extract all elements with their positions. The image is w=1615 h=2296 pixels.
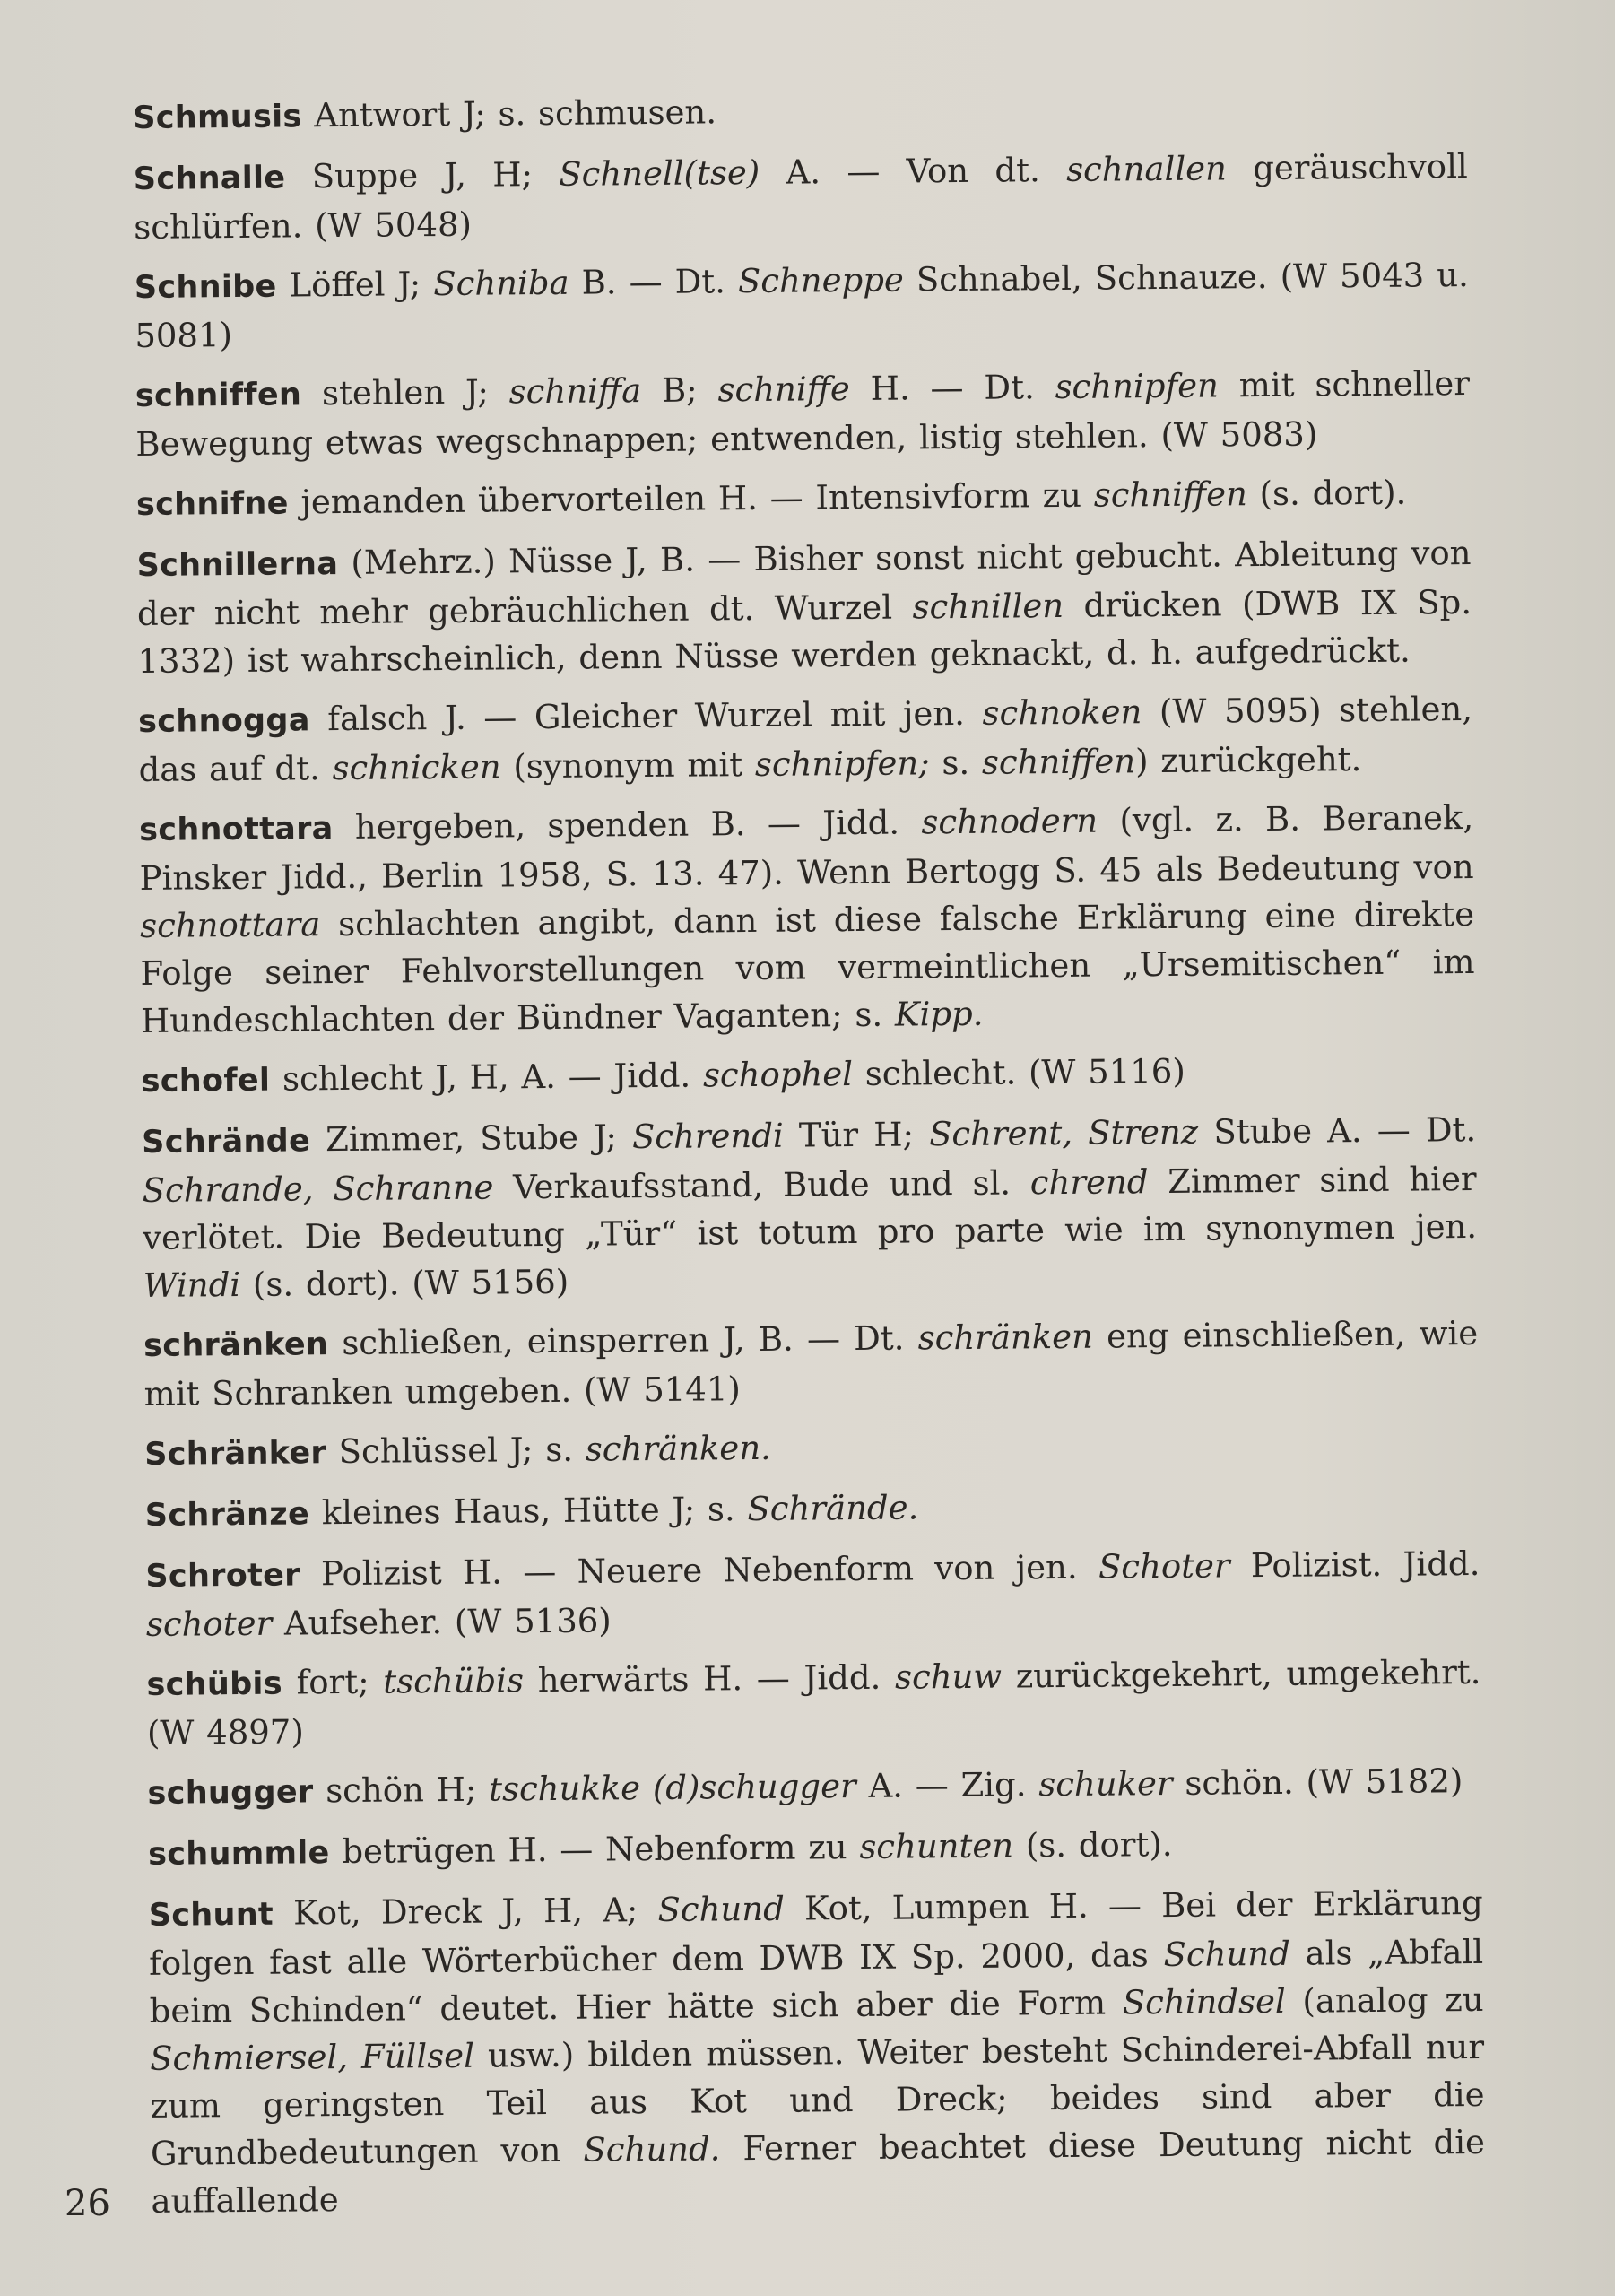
entry-text: betrügen H. — Nebenform zu	[342, 1828, 860, 1872]
entry-text: (Mehrz.) Nüsse J, B. — Bisher sonst nicht gebucht. Ableitung von der nicht mehr gebräuchlichen dt. Wurzel	[136, 533, 1472, 633]
italic-term: schoter	[145, 1604, 273, 1644]
dictionary-entry	[135, 251, 1470, 360]
entry-text: s.	[929, 743, 983, 783]
italic-term: schnipfen;	[754, 744, 930, 784]
italic-term: schränken.	[585, 1428, 772, 1469]
dictionary-entry	[138, 685, 1473, 794]
dictionary-entry	[133, 82, 1467, 143]
italic-term: schniffe	[717, 370, 851, 410]
entry-text: (synonym mit	[500, 744, 756, 787]
entry-text: kleines Haus, Hütte J; s.	[321, 1490, 748, 1533]
italic-term: schnodern	[921, 801, 1098, 842]
entry-text: H. — Dt.	[849, 368, 1055, 409]
dictionary-entry	[136, 468, 1471, 529]
entry-text: schön. (W 5182)	[1172, 1761, 1463, 1803]
entry-text: A. — Von dt.	[760, 150, 1067, 192]
italic-term: Schrände.	[747, 1488, 919, 1529]
entry-text: schön H;	[326, 1770, 490, 1811]
entry-headword: schnifne	[135, 485, 289, 523]
entry-headword: schofel	[141, 1062, 271, 1100]
entry-text: Kot, Lumpen H. — Bei der Erklärung folgen fast alle Wörterbücher dem DWB IX Sp. 2000, das	[149, 1883, 1483, 1983]
entry-text: Antwort J; s. schmusen.	[314, 92, 717, 135]
entry-headword: Schmusis	[133, 99, 302, 136]
entry-text: usw.) bilden müssen. Weiter besteht Schinderei-Abfall nur zum geringsten Teil aus Kot und Dreck; beides sind aber die Grundbedeutungen von	[150, 2027, 1485, 2173]
entry-text: Ferner beachtet diese Deutung nicht die auffallende	[151, 2122, 1486, 2221]
dictionary-entry	[145, 1540, 1480, 1648]
dictionary-entry	[147, 1757, 1481, 1818]
dictionary-entry	[139, 794, 1475, 1045]
entry-text: (W 5095) stehlen, das auf dt.	[138, 689, 1473, 789]
entry-headword: Schrände	[142, 1123, 311, 1161]
dictionary-entry	[144, 1418, 1479, 1479]
italic-term: chrend	[1029, 1162, 1149, 1203]
italic-term: Schneppe	[737, 260, 905, 301]
italic-term: Schoter	[1098, 1546, 1230, 1587]
entry-text: hergeben, spenden B. — Jidd.	[354, 803, 922, 847]
entry-text: B;	[640, 370, 718, 411]
dictionary-entry	[148, 1818, 1482, 1879]
italic-term: schnillen	[912, 586, 1064, 627]
entry-text: Löffel J;	[289, 265, 434, 305]
italic-term: schunten	[859, 1826, 1014, 1867]
dictionary-entry	[142, 1106, 1478, 1309]
entry-text: schlecht. (W 5116)	[852, 1051, 1185, 1094]
entry-text: schlecht J, H, A. — Jidd.	[282, 1056, 704, 1099]
dictionary-entry	[141, 1045, 1475, 1106]
entry-text: (analog zu	[1285, 1979, 1484, 2021]
italic-term: Schrendi	[631, 1116, 784, 1157]
entry-headword: schummle	[147, 1835, 330, 1873]
entry-text: mit schneller Bewegung etwas wegschnappen; entwenden, listig stehlen. (W 5083)	[135, 364, 1471, 464]
italic-term: Kipp.	[894, 994, 984, 1034]
italic-term: schränken	[917, 1317, 1094, 1358]
entry-text: Stube A. — Dt.	[1198, 1109, 1477, 1152]
entry-headword: schniffen	[135, 377, 302, 414]
dictionary-entry	[145, 1479, 1480, 1540]
entry-headword: Schroter	[145, 1557, 300, 1595]
dictionary-entry	[135, 360, 1471, 468]
italic-term: schophel	[702, 1055, 854, 1095]
italic-term: schniffa	[508, 371, 642, 412]
entry-text: Schlüssel J; s.	[338, 1430, 586, 1472]
dictionary-entry	[136, 529, 1472, 685]
entry-text: jemanden übervorteilen H. — Intensivform zu	[300, 475, 1094, 522]
entry-text: herwärts H. — Jidd.	[523, 1657, 896, 1700]
entry-headword: Schnibe	[134, 268, 277, 306]
italic-term: tschukke (d)schugger	[488, 1767, 856, 1809]
italic-term: Schmiersel, Füllsel	[149, 2036, 475, 2078]
entry-text: schlachten angibt, dann ist diese falsche Erklärung eine direkte Folge seiner Fehlvorstellungen vom vermeintlichen „Ursemitischen“ im Hundeschlachten der Bündner Vaganten; s.	[140, 894, 1475, 1040]
dictionary-entry	[148, 1879, 1485, 2225]
italic-term: schnallen	[1065, 149, 1228, 189]
entry-text: stehlen J;	[321, 372, 509, 413]
entry-text: ) zurückgeht.	[1134, 740, 1362, 781]
italic-term: Schund	[1163, 1934, 1290, 1975]
entry-headword: schnogga	[137, 702, 310, 740]
entry-text: Verkaufsstand, Bude und sl.	[493, 1163, 1031, 1207]
page-number: 26	[65, 2183, 110, 2224]
entry-headword: schnottara	[138, 811, 334, 848]
entry-text: Zimmer sind hier verlötet. Die Bedeutung „Tür“ ist totum pro parte wie im synonymen jen.	[142, 1159, 1478, 1257]
entry-text: Tür H;	[783, 1115, 930, 1155]
italic-term: schuw	[894, 1657, 1003, 1697]
italic-term: tschübis	[383, 1661, 525, 1701]
italic-term: schnicken	[332, 747, 501, 788]
entry-text: fort;	[296, 1662, 384, 1702]
entry-text: Suppe J, H;	[311, 154, 560, 196]
italic-term: Windi	[143, 1265, 241, 1305]
entry-text: geräuschvoll schlürfen. (W 5048)	[134, 147, 1468, 247]
entry-text: Schnabel, Schnauze. (W 5043 u. 5081)	[135, 256, 1470, 355]
entry-headword: schugger	[147, 1774, 314, 1812]
entry-text: als „Abfall beim Schinden“ deutet. Hier hätte sich aber die Form	[149, 1932, 1484, 2031]
entry-text: (vgl. z. B. Beranek, Pinsker Jidd., Berlin 1958, S. 13. 47). Wenn Bertogg S. 45 als Bedeutung von	[139, 797, 1474, 898]
entry-headword: Schunt	[148, 1896, 274, 1934]
entry-text: (s. dort).	[1012, 1824, 1173, 1866]
entry-text: B. — Dt.	[569, 262, 739, 302]
italic-term: Schniba	[433, 263, 569, 304]
entry-text: Aufseher. (W 5136)	[271, 1601, 612, 1643]
italic-term: schnoken	[982, 692, 1142, 733]
entry-text: schließen, einsperren J, B. — Dt.	[342, 1318, 918, 1363]
italic-term: Schund	[657, 1889, 785, 1929]
italic-term: Schund.	[583, 2129, 721, 2170]
entries-column	[133, 82, 1486, 2237]
italic-term: schniffen	[1093, 474, 1248, 515]
entry-headword: Schnillerna	[136, 546, 339, 584]
dictionary-entry	[146, 1648, 1481, 1757]
italic-term: Schrande, Schranne	[142, 1168, 494, 1210]
entry-text: eng einschließen, wie mit Schranken umgeben. (W 5141)	[143, 1313, 1479, 1413]
entry-text: Polizist H. — Neuere Nebenform von jen.	[320, 1547, 1099, 1594]
italic-term: schnottara	[139, 905, 321, 945]
entry-text: A. — Zig.	[855, 1765, 1039, 1806]
entry-text: (s. dort).	[1246, 473, 1407, 514]
italic-term: Schrent, Strenz	[928, 1112, 1199, 1154]
entry-text: drücken (DWB IX Sp. 1332) ist wahrscheinlich, denn Nüsse werden geknackt, d. h. aufgedrückt.	[137, 582, 1472, 681]
entry-text: Kot, Dreck J, H, A;	[292, 1890, 658, 1933]
entry-headword: Schränker	[144, 1435, 327, 1473]
entry-headword: schübis	[146, 1665, 283, 1703]
entry-text: Polizist. Jidd.	[1229, 1544, 1480, 1586]
entry-text: Zimmer, Stube J;	[325, 1118, 633, 1160]
entry-headword: Schnalle	[133, 160, 286, 197]
italic-term: Schindsel	[1122, 1981, 1286, 2022]
entry-text: falsch J. — Gleicher Wurzel mit jen.	[327, 693, 983, 739]
italic-term: schuker	[1038, 1763, 1173, 1805]
dictionary-entry	[143, 1309, 1479, 1418]
entry-text: (s. dort). (W 5156)	[239, 1262, 569, 1305]
entry-headword: schränken	[143, 1326, 329, 1364]
italic-term: Schnell(tse)	[559, 152, 760, 194]
italic-term: schnipfen	[1055, 366, 1220, 407]
italic-term: schniffen	[981, 742, 1136, 782]
entry-headword: Schränze	[144, 1496, 310, 1534]
dictionary-entry	[134, 143, 1469, 251]
entry-text: zurückgekehrt, umgekehrt. (W 4897)	[146, 1652, 1481, 1752]
